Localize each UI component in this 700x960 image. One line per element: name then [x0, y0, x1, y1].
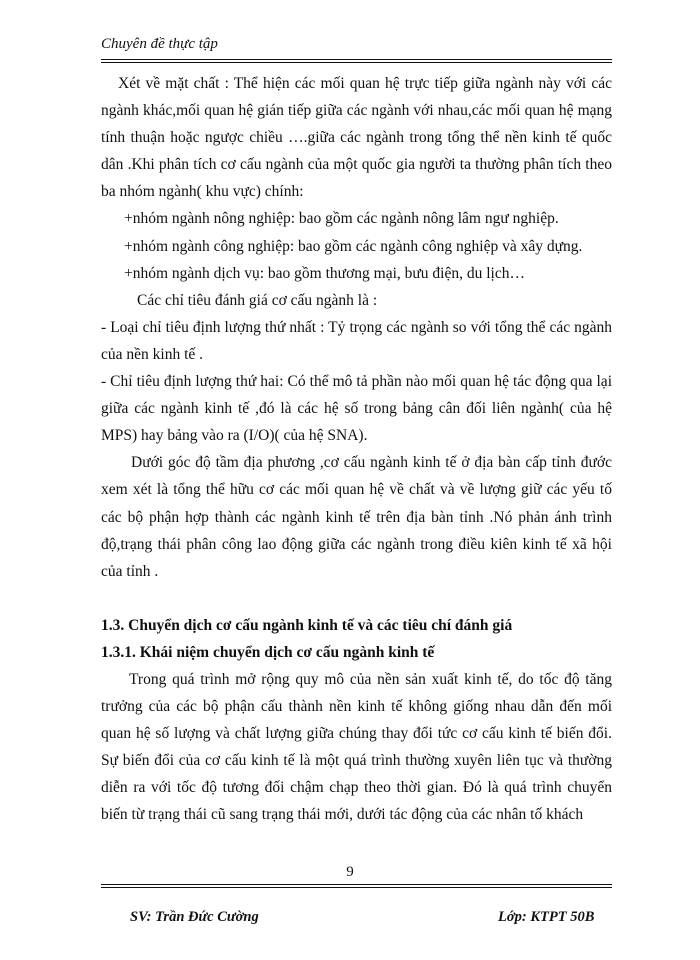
- paragraph-indicator-two: - Chỉ tiêu định lượng thứ hai: Có thể mô tả phần nào mối quan hệ tác động qua lại giữa các ngành kinh tế ,đó là các hệ số trong bảng cân đối liên ngành( của hệ MPS) hay bảng vào ra (I/O)( của hệ SNA).: [101, 373, 612, 445]
- header-rule-secondary: [101, 62, 612, 63]
- page-number: 9: [346, 864, 354, 880]
- paragraph-structural-shift: Trong quá trình mở rộng quy mô của nền sản xuất kinh tế, do tốc độ tăng trưởng của các bộ phận cấu thành nền kinh tế không giống nhau dẫn đến mối quan hệ số lượng và chất lượng giữa chúng thay đổi tức cơ cấu kinh tế biến đổi. Sự biến đổi của cơ cấu kinh tế là một quá trình thường xuyên liên tục và thường diễn ra với tốc độ tương đối chậm chạp theo thời gian. Đó là quá trình chuyển biến từ trạng thái cũ sang trạng thái mới, dưới tác động của các nhân tố khách: [101, 670, 612, 824]
- spacer: [101, 585, 612, 612]
- paragraph-material-aspect: Xét về mặt chất : Thể hiện các mối quan hệ trực tiếp giữa ngành này với các ngành khác,mối quan hệ gián tiếp giữa các ngành với nhau,các mối quan hệ mạng tính thuận hoặc ngược chiều ….giữa các ngành trong tổng thể nền kinh tế quốc dân .Khi phân tích cơ cấu ngành của một quốc gia người ta thường phân tích theo ba nhóm ngành( khu vực) chính:: [101, 75, 612, 201]
- running-header: Chuyên đề thực tập: [101, 36, 218, 52]
- footer-rule-secondary: [101, 887, 612, 888]
- footer-student-name: SV: Trần Đức Cường: [130, 909, 259, 925]
- paragraph-provincial-view: Dưới góc độ tầm địa phương ,cơ cấu ngành kinh tế ở địa bàn cấp tỉnh đước xem xét là tổng thể hữu cơ các mối quan hệ về chất và về lượng giữ các yếu tố các bộ phận hợp thành các ngành kinh tế trên địa bàn tỉnh .Nó phản ánh trình độ,trạng thái phân công lao động giữa các ngành trong điều kiên kinh tế xã hội của tỉnh .: [101, 454, 612, 580]
- paragraph-criteria-intro: Các chỉ tiêu đánh giá cơ cấu ngành là :: [137, 291, 378, 309]
- list-item-services: +nhóm ngành dịch vụ: bao gồm thương mại, bưu điện, du lịch…: [124, 264, 525, 282]
- subsection-heading: 1.3.1. Khái niệm chuyển dịch cơ cấu ngành kinh tế: [101, 643, 435, 661]
- list-item-agriculture: +nhóm ngành nông nghiệp: bao gồm các ngành nông lâm ngư nghiệp.: [124, 210, 559, 228]
- section-heading: 1.3. Chuyển dịch cơ cấu ngành kinh tế và các tiêu chí đánh giá: [101, 616, 513, 634]
- header-rule: [101, 59, 612, 60]
- paragraph-indicator-one: - Loại chỉ tiêu định lượng thứ nhất : Tỷ trọng các ngành so với tổng thể các ngành của nền kinh tế .: [101, 318, 612, 363]
- page-body: [101, 70, 612, 829]
- footer-class-code: Lớp: KTPT 50B: [498, 909, 595, 925]
- footer-rule: [101, 884, 612, 885]
- list-item-industry: +nhóm ngành công nghiệp: bao gồm các ngành công nghiệp và xây dựng.: [124, 237, 583, 255]
